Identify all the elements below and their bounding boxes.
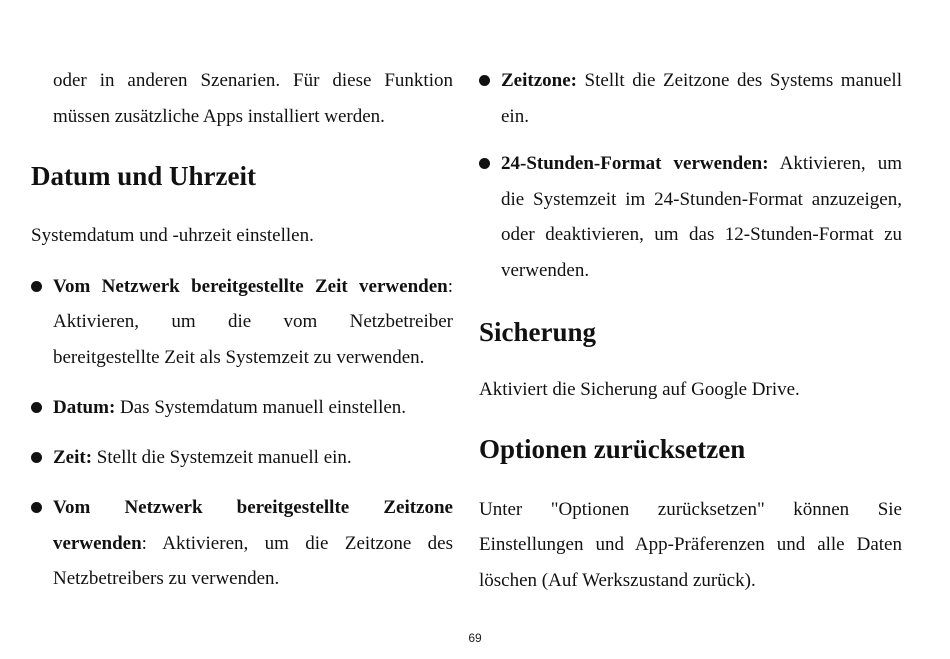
bullet-dot-icon [31, 402, 42, 413]
intro-paragraph: Systemdatum und -uhrzeit einstellen. [31, 225, 314, 246]
bullet-text: Aktivieren, um die vom Netzbetreiber bereitgestellte Zeit als Systemzeit zu verwenden. [53, 311, 453, 368]
bullet-sep: : [141, 532, 147, 554]
bullet-text: Aktivieren, um die Systemzeit im 24-Stunden-Format anzuzeigen, oder deaktivieren, um das 12-Stunden-Format zu verwenden. [501, 153, 902, 281]
bullet-24h-format [479, 146, 902, 288]
bullet-network-time [31, 269, 453, 376]
bullet-term: Vom Netzwerk bereitgestellte Zeit verwenden [53, 275, 448, 297]
bullet-term: Zeitzone: [501, 70, 577, 91]
bullet-text: Das Systemdatum manuell einstellen. [115, 397, 407, 418]
continuation-paragraph: oder in anderen Szenarien. Für diese Funktion müssen zusätzliche Apps installiert werden. [53, 70, 453, 127]
left-column [31, 0, 453, 597]
bullet-text: Stellt die Systemzeit manuell ein. [92, 446, 352, 468]
page-number: 69 [468, 631, 482, 645]
bullet-date [31, 390, 453, 426]
bullet-term: 24-Stunden-Format verwenden: [501, 153, 769, 174]
reset-paragraph: Unter "Optionen zurücksetzen" können Sie Einstellungen und App-Präferenzen und alle Daten löschen (Auf Werkszustand zurück). [479, 498, 902, 591]
bullet-dot-icon [31, 502, 42, 513]
bullet-timezone [479, 63, 902, 134]
bullet-dot-icon [479, 158, 490, 169]
bullet-dot-icon [31, 281, 42, 292]
heading-datum-uhrzeit: Datum und Uhrzeit [31, 161, 257, 191]
bullet-term: Vom Netzwerk bereitgestellte Zeitzone verwenden [53, 497, 453, 554]
bullet-dot-icon [31, 452, 42, 463]
bullet-text: Stellt die Zeitzone des Systems manuell ein. [501, 70, 902, 127]
bullet-dot-icon [479, 75, 490, 86]
heading-sicherung: Sicherung [479, 317, 597, 347]
right-column [479, 0, 902, 598]
heading-optionen-zuruecksetzen: Optionen zurücksetzen [479, 433, 746, 464]
bullet-network-timezone [31, 490, 453, 597]
bullet-term: Datum: [53, 397, 116, 418]
bullet-sep: : [447, 275, 453, 297]
bullet-time [31, 440, 453, 476]
bullet-text: Aktivieren, um die Zeitzone des Netzbetreibers zu verwenden. [53, 532, 453, 589]
bullet-term: Zeit: [53, 446, 93, 468]
sicherung-paragraph: Aktiviert die Sicherung auf Google Drive. [479, 379, 800, 400]
